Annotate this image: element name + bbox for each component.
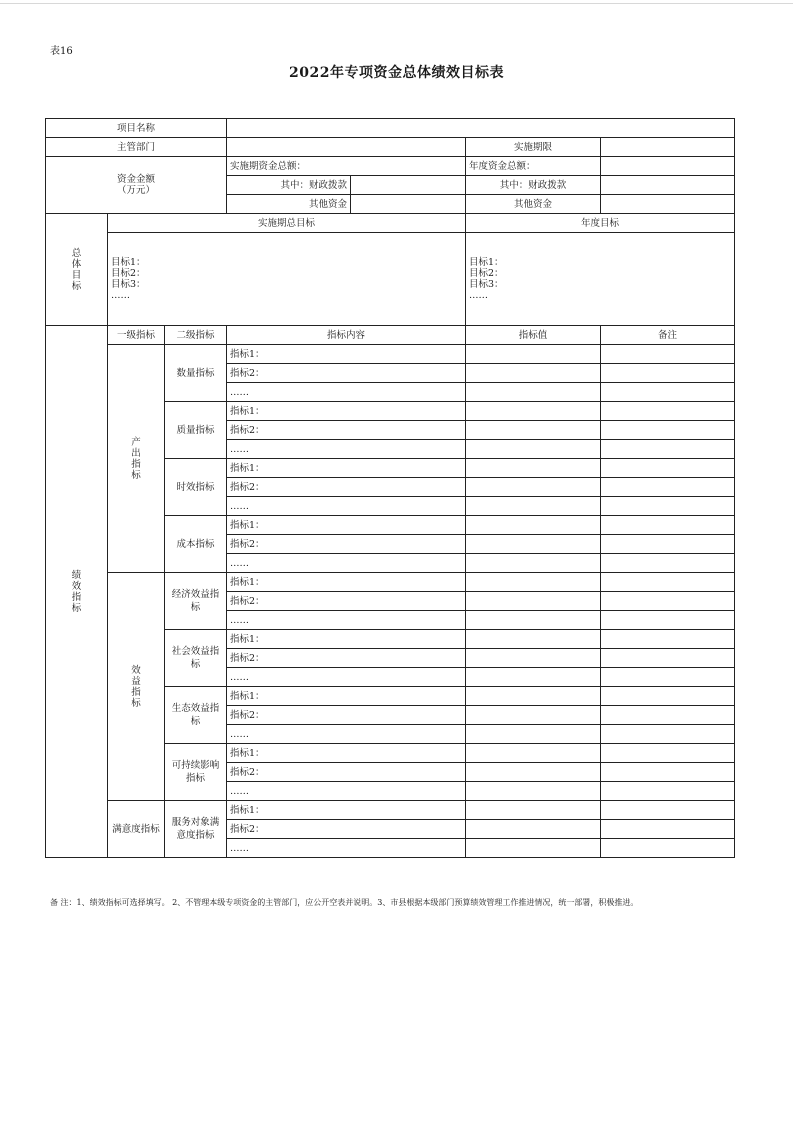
indicator-remark[interactable] <box>601 763 735 782</box>
annual-goal-list[interactable] <box>466 233 735 326</box>
performance-target-table <box>45 118 735 858</box>
indicator-value[interactable] <box>466 383 601 402</box>
other-label-a: 其他资金 <box>227 195 351 214</box>
indicator-value[interactable] <box>466 478 601 497</box>
fiscal-value-b[interactable] <box>601 176 735 195</box>
table-row <box>46 573 735 592</box>
indicator-remark[interactable] <box>601 668 735 687</box>
level1-indicator: 效 益 指 标 <box>108 573 165 801</box>
dept-value[interactable] <box>227 138 466 157</box>
indicator-value[interactable] <box>466 516 601 535</box>
other-value-b[interactable] <box>601 195 735 214</box>
indicator-value[interactable] <box>466 497 601 516</box>
goal-item: …… <box>469 290 489 301</box>
goal-item: 目标2： <box>469 268 504 279</box>
indicator-content[interactable]: …… <box>227 725 466 744</box>
indicator-remark[interactable] <box>601 402 735 421</box>
table-row <box>46 801 735 820</box>
annual-goal-header: 年度目标 <box>466 214 735 233</box>
indicator-remark[interactable] <box>601 839 735 858</box>
indicator-content[interactable]: 指标1： <box>227 687 466 706</box>
level2-indicator: 质量指标 <box>165 402 227 459</box>
footnote: 备 注：1、绩效指标可选择填写。 2、不管理本级专项资金的主管部门，应公开空表并说明。3、市县根据本级部门预算绩效管理工作推进情况，统一部署，积极推进。 <box>50 898 639 907</box>
indicator-value[interactable] <box>466 611 601 630</box>
indicator-remark[interactable] <box>601 573 735 592</box>
project-name-value[interactable] <box>227 119 735 138</box>
indicator-content[interactable]: 指标2： <box>227 820 466 839</box>
indicator-content[interactable]: 指标2： <box>227 478 466 497</box>
indicator-content[interactable]: 指标1： <box>227 801 466 820</box>
remark-header: 备注 <box>601 326 735 345</box>
level2-indicator: 社会效益指标 <box>165 630 227 687</box>
indicator-value[interactable] <box>466 459 601 478</box>
level2-indicator: 服务对象满意度指标 <box>165 801 227 858</box>
table-row <box>46 345 735 364</box>
indicator-remark[interactable] <box>601 459 735 478</box>
other-value-a[interactable] <box>351 195 466 214</box>
project-name-label: 项目名称 <box>46 119 227 138</box>
indicator-remark[interactable] <box>601 516 735 535</box>
indicator-content[interactable]: 指标2： <box>227 364 466 383</box>
table-number: 表16 <box>50 46 73 57</box>
level2-indicator: 可持续影响指标 <box>165 744 227 801</box>
dept-label: 主管部门 <box>46 138 227 157</box>
indicator-remark[interactable] <box>601 383 735 402</box>
goal-item: 目标3： <box>469 279 504 290</box>
indicator-content[interactable]: 指标2： <box>227 763 466 782</box>
level2-indicator: 时效指标 <box>165 459 227 516</box>
indicator-remark[interactable] <box>601 706 735 725</box>
indicator-content[interactable]: 指标1： <box>227 402 466 421</box>
indicator-remark[interactable] <box>601 801 735 820</box>
goal-item: …… <box>111 290 130 301</box>
indicator-value[interactable] <box>466 706 601 725</box>
indicator-remark[interactable] <box>601 364 735 383</box>
page-title: 2022年专项资金总体绩效目标表 <box>289 65 504 81</box>
other-label-b: 其他资金 <box>466 195 601 214</box>
indicator-content[interactable]: …… <box>227 440 466 459</box>
indicator-remark[interactable] <box>601 649 735 668</box>
overall-goal-label: 总 体 目 标 <box>46 214 108 326</box>
indicator-remark[interactable] <box>601 497 735 516</box>
period-label: 实施期限 <box>466 138 601 157</box>
indicator-value[interactable] <box>466 801 601 820</box>
indicator-value[interactable] <box>466 364 601 383</box>
indicator-remark[interactable] <box>601 687 735 706</box>
fiscal-value-a[interactable] <box>351 176 466 195</box>
indicator-value[interactable] <box>466 421 601 440</box>
indicator-remark[interactable] <box>601 782 735 801</box>
goal-item: 目标1： <box>469 257 504 268</box>
indicator-value[interactable] <box>466 554 601 573</box>
level2-indicator: 成本指标 <box>165 516 227 573</box>
indicator-remark[interactable] <box>601 421 735 440</box>
indicator-value[interactable] <box>466 782 601 801</box>
period-goal-list[interactable] <box>108 233 466 326</box>
period-value[interactable] <box>601 138 735 157</box>
indicator-content[interactable]: 指标1： <box>227 516 466 535</box>
fund-amount-label: 资金金额 （万元） <box>46 157 227 214</box>
level1-header: 一级指标 <box>108 326 165 345</box>
indicator-value[interactable] <box>466 668 601 687</box>
indicator-value[interactable] <box>466 839 601 858</box>
fiscal-label-a: 其中：财政拨款 <box>227 176 351 195</box>
level1-indicator: 满意度指标 <box>108 801 165 858</box>
indicator-content[interactable]: …… <box>227 668 466 687</box>
indicator-remark[interactable] <box>601 744 735 763</box>
annual-total-label: 年度资金总额： <box>466 157 601 176</box>
indicator-value[interactable] <box>466 687 601 706</box>
indicator-remark[interactable] <box>601 630 735 649</box>
indicator-value[interactable] <box>466 440 601 459</box>
indicator-content[interactable]: 指标1： <box>227 630 466 649</box>
level2-header: 二级指标 <box>165 326 227 345</box>
indicator-remark[interactable] <box>601 554 735 573</box>
indicator-content[interactable]: …… <box>227 554 466 573</box>
annual-total-value[interactable] <box>601 157 735 176</box>
value-header: 指标值 <box>466 326 601 345</box>
indicator-content[interactable]: 指标2： <box>227 649 466 668</box>
indicator-remark[interactable] <box>601 440 735 459</box>
period-goal-header: 实施期总目标 <box>108 214 466 233</box>
level2-indicator: 数量指标 <box>165 345 227 402</box>
perf-indicator-label: 绩 效 指 标 <box>46 326 108 858</box>
content-header: 指标内容 <box>227 326 466 345</box>
indicator-content[interactable]: 指标2： <box>227 706 466 725</box>
goal-item: 目标2： <box>111 268 146 279</box>
indicator-value[interactable] <box>466 402 601 421</box>
indicator-value[interactable] <box>466 763 601 782</box>
indicator-remark[interactable] <box>601 535 735 554</box>
indicator-remark[interactable] <box>601 725 735 744</box>
page-top-rule <box>0 3 793 4</box>
indicator-content[interactable]: 指标1： <box>227 345 466 364</box>
indicator-content[interactable]: 指标1： <box>227 459 466 478</box>
indicator-content[interactable]: 指标2： <box>227 421 466 440</box>
level2-indicator: 生态效益指标 <box>165 687 227 744</box>
level1-indicator: 产 出 指 标 <box>108 345 165 573</box>
period-total-label: 实施期资金总额： <box>227 157 466 176</box>
indicator-remark[interactable] <box>601 345 735 364</box>
indicator-remark[interactable] <box>601 478 735 497</box>
indicator-value[interactable] <box>466 345 601 364</box>
indicator-value[interactable] <box>466 744 601 763</box>
indicator-remark[interactable] <box>601 820 735 839</box>
indicator-value[interactable] <box>466 725 601 744</box>
indicator-content[interactable]: 指标1： <box>227 744 466 763</box>
indicator-content[interactable]: 指标2： <box>227 535 466 554</box>
indicator-value[interactable] <box>466 535 601 554</box>
indicator-value[interactable] <box>466 649 601 668</box>
goal-item: 目标3： <box>111 279 146 290</box>
goal-item: 目标1： <box>111 257 146 268</box>
level2-indicator: 经济效益指标 <box>165 573 227 630</box>
indicator-content[interactable]: …… <box>227 839 466 858</box>
indicator-value[interactable] <box>466 820 601 839</box>
indicator-content[interactable]: …… <box>227 383 466 402</box>
indicator-remark[interactable] <box>601 592 735 611</box>
indicator-content[interactable]: …… <box>227 497 466 516</box>
indicator-content[interactable]: 指标1： <box>227 573 466 592</box>
indicator-value[interactable] <box>466 573 601 592</box>
indicator-value[interactable] <box>466 630 601 649</box>
fiscal-label-b: 其中：财政拨款 <box>466 176 601 195</box>
indicator-content[interactable]: 指标2： <box>227 592 466 611</box>
indicator-content[interactable]: …… <box>227 782 466 801</box>
indicator-value[interactable] <box>466 592 601 611</box>
indicator-content[interactable]: …… <box>227 611 466 630</box>
indicator-remark[interactable] <box>601 611 735 630</box>
